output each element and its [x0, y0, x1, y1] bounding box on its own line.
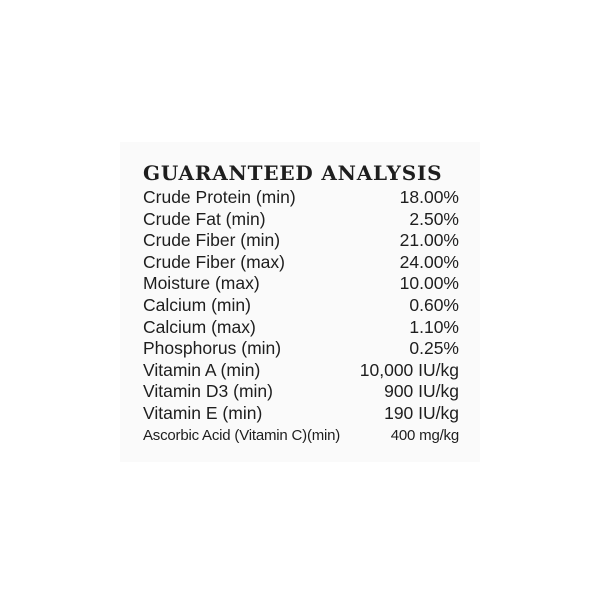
- analysis-row: [143, 425, 459, 447]
- nutrient-value: 900 IU/kg: [384, 381, 459, 402]
- nutrient-value: 190 IU/kg: [384, 402, 459, 423]
- nutrient-value: 0.60%: [409, 294, 459, 315]
- nutrient-name: Vitamin E (min): [143, 402, 263, 423]
- nutrient-value: 400 mg/kg: [390, 426, 459, 444]
- nutrient-value: 0.25%: [409, 338, 459, 359]
- nutrient-value: 10.00%: [399, 273, 459, 294]
- analysis-row: [143, 403, 459, 425]
- analysis-row: [143, 209, 459, 231]
- nutrient-name: Crude Fat (min): [143, 208, 266, 229]
- nutrient-name: Crude Fiber (max): [143, 251, 285, 272]
- nutrient-name: Calcium (min): [143, 294, 251, 315]
- analysis-table: [143, 187, 459, 446]
- analysis-row: [143, 295, 459, 317]
- nutrient-name: Vitamin A (min): [143, 359, 261, 380]
- guaranteed-analysis-label: [143, 160, 459, 446]
- analysis-row: [143, 381, 459, 403]
- analysis-row: [143, 273, 459, 295]
- nutrient-name: Phosphorus (min): [143, 338, 282, 359]
- nutrient-value: 24.00%: [399, 251, 459, 272]
- analysis-row: [143, 338, 459, 360]
- nutrient-value: 18.00%: [399, 187, 459, 207]
- nutrient-value: 1.10%: [409, 316, 459, 337]
- nutrient-value: 21.00%: [399, 230, 459, 251]
- nutrient-name: Moisture (max): [143, 273, 260, 294]
- analysis-row: [143, 360, 459, 382]
- analysis-row: [143, 317, 459, 339]
- nutrient-name: Ascorbic Acid (Vitamin C)(min): [143, 426, 341, 444]
- nutrient-value: 10,000 IU/kg: [359, 359, 459, 380]
- analysis-title: GUARANTEED ANALYSIS: [143, 161, 443, 185]
- nutrient-value: 2.50%: [409, 208, 459, 229]
- nutrient-name: Vitamin D3 (min): [143, 381, 273, 402]
- nutrient-name: Crude Fiber (min): [143, 230, 281, 251]
- nutrient-name: Calcium (max): [143, 316, 256, 337]
- nutrient-name: Crude Protein (min): [143, 187, 296, 207]
- analysis-row: [143, 187, 459, 209]
- analysis-row: [143, 252, 459, 274]
- analysis-row: [143, 230, 459, 252]
